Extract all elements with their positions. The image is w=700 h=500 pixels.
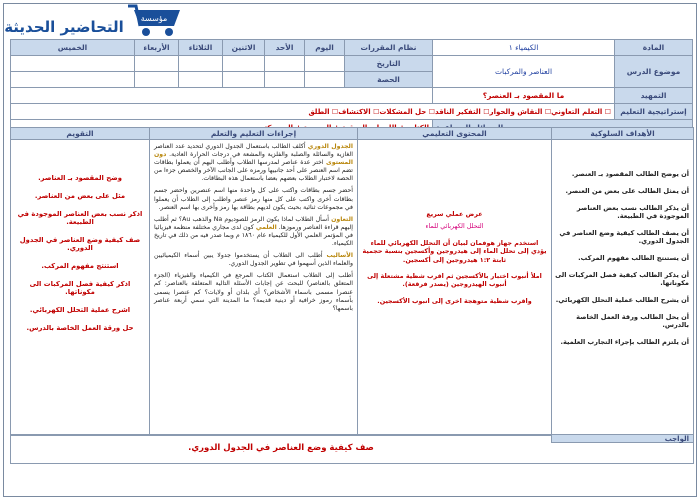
proc-hl-coop: التعاون	[331, 215, 354, 223]
proc-p6: أطلب إلى الطلاب استعمال الكتاب المرجع في الكيمياء والفيزياء (الجزء المتعلق بالعناصر) للبحث عن إجابات الأسئلة التالية المتعلقة بالعناصر: كم عنصرا مسمى باسماء الأشخاص؟ أي بلدان أو ولايات؟ كم عنصرا يسمى بأسماء رموز خرافية أو دينية قديمة؟ ما المدينة التي سمي أربعة عناصر باسمها؟	[154, 272, 353, 312]
evaluation-column	[11, 128, 149, 435]
content-column	[357, 128, 551, 435]
objectives-column	[551, 128, 693, 435]
lesson-body	[10, 127, 694, 436]
objective-item: أن يستنتج الطالب مفهوم المركب.	[578, 254, 689, 262]
proc-hl-below: دون المستوى	[154, 151, 353, 167]
objective-item: أن يذكر الطالب كيفية فصل المركبات الى مكوناتها.	[555, 271, 689, 287]
homework-row	[10, 434, 694, 464]
day-thursday: الخميس	[11, 40, 135, 56]
demo-title: عرض عملي سريع	[426, 210, 483, 218]
procedures-body	[150, 140, 357, 320]
intro-value: ما المقصود بـ العنصر؟	[433, 88, 615, 104]
homework-value: صف كيفية وضع العناصر في الجدول الدوري.	[188, 443, 374, 453]
proc-p1: أكلف الطالب باستعمال الجدول الدوري لتحديد عدد العناصر الغازية والسائلة والصلبة والفلزية والمشعة في درجات الحرارة العادية.	[154, 143, 353, 159]
evaluation-item: اذكر كيفية فصل المركبات الى مكوناتها.	[29, 280, 131, 296]
content-p2: املأ أنبوب اختبار بالأكسجين ثم اقرب شظية مشتعلة إلى أنبوب الهيدروجين (يصدر فرقعة).	[367, 272, 542, 289]
strategy-label: إستراتيجية التعليم	[615, 104, 693, 120]
evaluation-list	[11, 140, 149, 332]
intro-label: التمهيد	[615, 88, 693, 104]
logo-line2: التحاضير الحديثة	[4, 18, 124, 36]
evaluation-item: وضح المقصود بـ العناصر.	[38, 174, 122, 182]
evaluation-item: مثل على بعض من العناصر.	[34, 192, 126, 200]
evaluation-header: التقويم	[11, 128, 149, 140]
objective-item: أن يمثل الطالب على بعض من العنصر.	[565, 187, 689, 195]
content-p3: واقرب شظية متوهجة اخرى إلى انبوب الأكسجين.	[377, 296, 532, 305]
content-header: المحتوى التعليمي	[358, 128, 551, 140]
date-label: التاريخ	[345, 56, 433, 72]
day-wednesday: الأربعاء	[135, 40, 179, 56]
evaluation-item: استنتج مفهوم المركب.	[41, 262, 119, 270]
period-label: الحصة	[345, 72, 433, 88]
proc-p5: أطلب الى الطلاب أن يستخدموا جدولا يبين أسماء الكيميائيين والعلماء الذين أسهموا في تطوير الجدول الدوري.	[154, 252, 353, 268]
proc-hl-periodic: الجدول الدوري	[307, 143, 353, 150]
proc-p1b: اختر عدة عناصر لمدرسها الطلاب وأطلب اليهم أن يعملوا بطاقات تضم اسم العنصر على أحد جانبيها ورمزه على الجانب الآخر والخصص جزءا من الحصة لاختبار الطلاب بعضهم بعضا باستعمال هذه البطاقات.	[154, 159, 353, 183]
objectives-header: الأهداف السلوكية	[552, 128, 693, 140]
proc-p2: أحضر جسم بطاقات واكتب على كل واحدة منها اسم عنصرين واحضر جسم بطاقات أخرى واكتب على كل منها رمز عنصر واطلب إلى الطلاب أن يعملوا في مجموعات ثنائية بحيث يكون لديهم بطاقة بها رمز وأخرى بها اسم العنصر.	[154, 187, 353, 211]
objective-item: أن يشرح الطالب عملية التحلل الكهربائي.	[555, 296, 689, 304]
subject-label: المادة	[615, 40, 693, 56]
day-tuesday: الثلاثاء	[179, 40, 223, 56]
evaluation-item: اشرح عملية التحلل الكهربائي.	[29, 306, 131, 314]
day-label: اليوم	[305, 40, 345, 56]
objectives-list	[552, 140, 693, 346]
unit-value: العناصر والمركبات	[433, 56, 615, 88]
evaluation-item: صف كيفية وضع العناصر في الجدول الدوري.	[19, 236, 141, 252]
header-table	[10, 39, 693, 136]
objective-item: أن يوضح الطالب المقصود بـ العنصر.	[571, 170, 689, 178]
proc-hl-methods: الأساليب	[326, 252, 353, 260]
content-p1: استخدم جهاز هوفمان لبيان أن التحلل الكهربائي للماء يؤدي إلى تحلل الماء إلى هيدروجين وأكسجين بنسبة حجمية ثابتة ١:٢ هيدروجين إلى أكسجين.	[362, 238, 547, 264]
objective-item: أن يذكر الطالب نسب بعض العناصر الموجودة في الطبيعة.	[576, 204, 689, 220]
content-body	[358, 140, 551, 305]
objective-item: أن يلتزم الطالب بإجراء التجارب العلمية.	[560, 338, 689, 346]
evaluation-item: حل ورقة العمل الخاصة بالدرس.	[26, 324, 134, 332]
objective-item: أن يحل الطالب ورقة العمل الخاصة بالدرس.	[576, 313, 689, 329]
day-monday: الاثنين	[223, 40, 265, 56]
institution-logo	[4, 4, 189, 40]
unit-label: موضوع الدرس	[615, 56, 693, 88]
subject-value: الكيمياء ١	[433, 40, 615, 56]
lesson-plan-page	[3, 3, 697, 497]
system-label: نظام المقررات	[345, 40, 433, 56]
evaluation-item: اذكر نسب بعض العناصر الموجودة في الطبيعة.	[17, 210, 143, 226]
proc-p4: كون لدى مجاري مختلفة منظمة فيزيائيا في المؤتمر العلمي الأول للكيمياء عام ١٨٦٠ م وبما صدر فيه من ذلك في تاريخ الكيمياء.	[154, 223, 353, 248]
procedures-header: إجراءات التعليم والتعلم	[150, 128, 357, 140]
strategy-value: ☐ التعلم التعاوني☐ النقاش والحوار☐ التفكير الناقد☐ حل المشكلات☐ الاكتشاف☐ الطلق	[11, 104, 615, 120]
objective-item: أن يصف الطالب كيفية وضع العناصر في الجدول الدوري.	[559, 229, 689, 245]
proc-hl-sci: العلمي	[255, 223, 277, 231]
proc-p3: أسأل الطلاب لماذا يكون الرمز للصوديوم Na والذهب Au؟ ثم أطلب إليهم قراءة العناصر ورموزها.	[154, 215, 354, 231]
procedures-column	[149, 128, 357, 435]
logo-line1: مؤسسة	[140, 14, 168, 23]
homework-label: الواجب	[551, 435, 693, 443]
day-sunday: الأحد	[265, 40, 305, 56]
demo-subtitle: التحلل الكهربائي للماء	[425, 222, 484, 231]
